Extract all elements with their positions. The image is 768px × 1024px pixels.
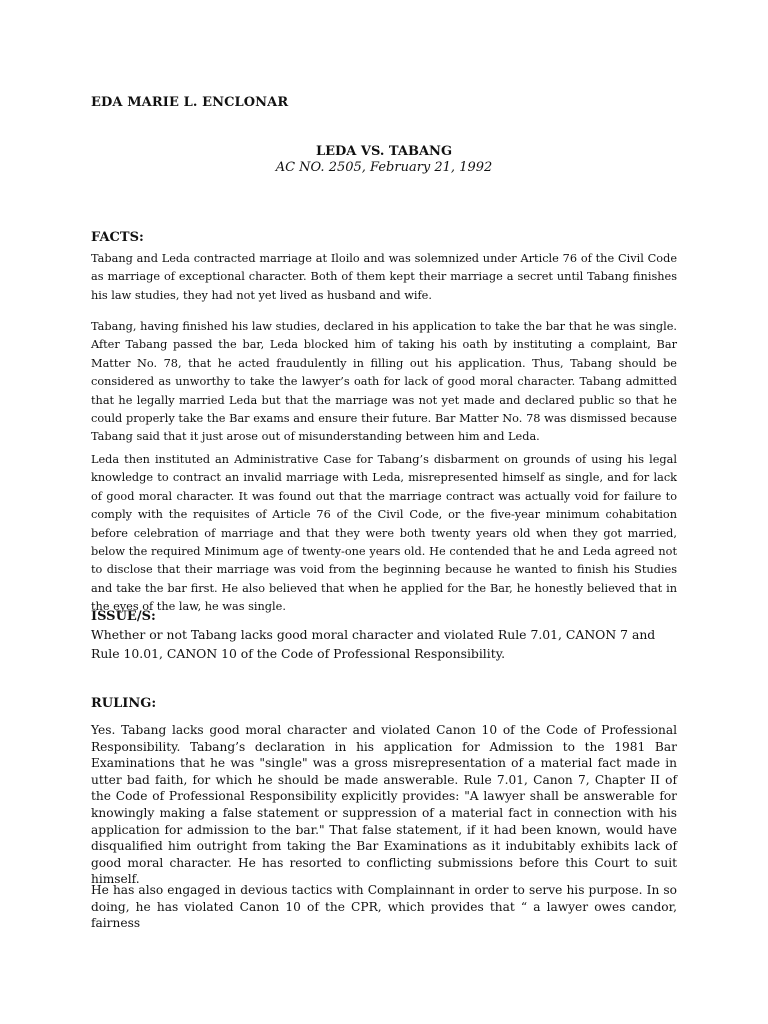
author-name: EDA MARIE L. ENCLONAR [91, 95, 289, 110]
case-title: LEDA VS. TABANG [315, 144, 453, 159]
ruling-heading: RULING: [91, 696, 157, 711]
ruling-paragraph-1: Yes. Tabang lacks good moral character and violated Canon 10 of the Code of Professional Responsibility. Tabang’s declaration in his application for Admission to the 1981 Bar Examinations that he was "single" was a gross misrepresentation of a material fact made in utter bad faith, for which he should be made answerable. Rule 7.01, Canon 7, Chapter II of the Code of Professional Responsibility explicitly provides: "A lawyer shall be answerable for knowingly making a false statement or suppression of a material fact in connection with his application for admission to the bar." That false statement, if it had been known, would have disqualified him outright from taking the Bar Examinations as it indubitably exhibits lack of good moral character. He has resorted to conflicting submissions before this Court to suit himself. [91, 723, 677, 887]
facts-paragraph-2: Tabang, having finished his law studies, declared in his application to take the bar that he was single. After Tabang passed the bar, Leda blocked him of taking his oath by instituting a complaint, Bar Matter No. 78, that he acted fraudulently in filling out his application. Thus, Tabang should be considered as unworthy to take the lawyer’s oath for lack of good moral character. Tabang admitted that he legally married Leda but that the marriage was not yet made and declared public so that he could properly take the Bar exams and ensure their future. Bar Matter No. 78 was dismissed because Tabang said that it just arose out of misunderstanding between him and Leda. [91, 320, 677, 444]
facts-paragraph-1: Tabang and Leda contracted marriage at Iloilo and was solemnized under Article 76 of the Civil Code as marriage of exceptional character. Both of them kept their marriage a secret until Tabang finishes his law studies, they had not yet lived as husband and wife. [91, 252, 677, 302]
issue-heading: ISSUE/S: [91, 609, 156, 624]
case-number: AC NO. 2505, February 21, 1992 [275, 160, 493, 175]
ruling-paragraph-2: He has also engaged in devious tactics with Complainnant in order to serve his purpose. In so doing, he has violated Canon 10 of the CPR, which provides that “ a lawyer owes candor, fairness [91, 883, 677, 931]
facts-heading: FACTS: [91, 230, 144, 245]
issue-text: Whether or not Tabang lacks good moral character and violated Rule 7.01, CANON 7 and Rule 10.01, CANON 10 of the Code of Professional Responsibility. [91, 627, 656, 661]
facts-paragraph-3: Leda then instituted an Administrative Case for Tabang’s disbarment on grounds of using his legal knowledge to contract an invalid marriage with Leda, misrepresented himself as single, and for lack of good moral character. It was found out that the marriage contract was actually void for failure to comply with the requisites of Article 76 of the Civil Code, or the five-year minimum cohabitation before celebration of marriage and that they were both twenty years old when they got married, below the required Minimum age of twenty-one years old. He contended that he and Leda agreed not to disclose that their marriage was void from the beginning because he wanted to finish his Studies and take the bar first. He also believed that when he applied for the Bar, he honestly believed that in the eyes of the law, he was single. [91, 453, 677, 614]
